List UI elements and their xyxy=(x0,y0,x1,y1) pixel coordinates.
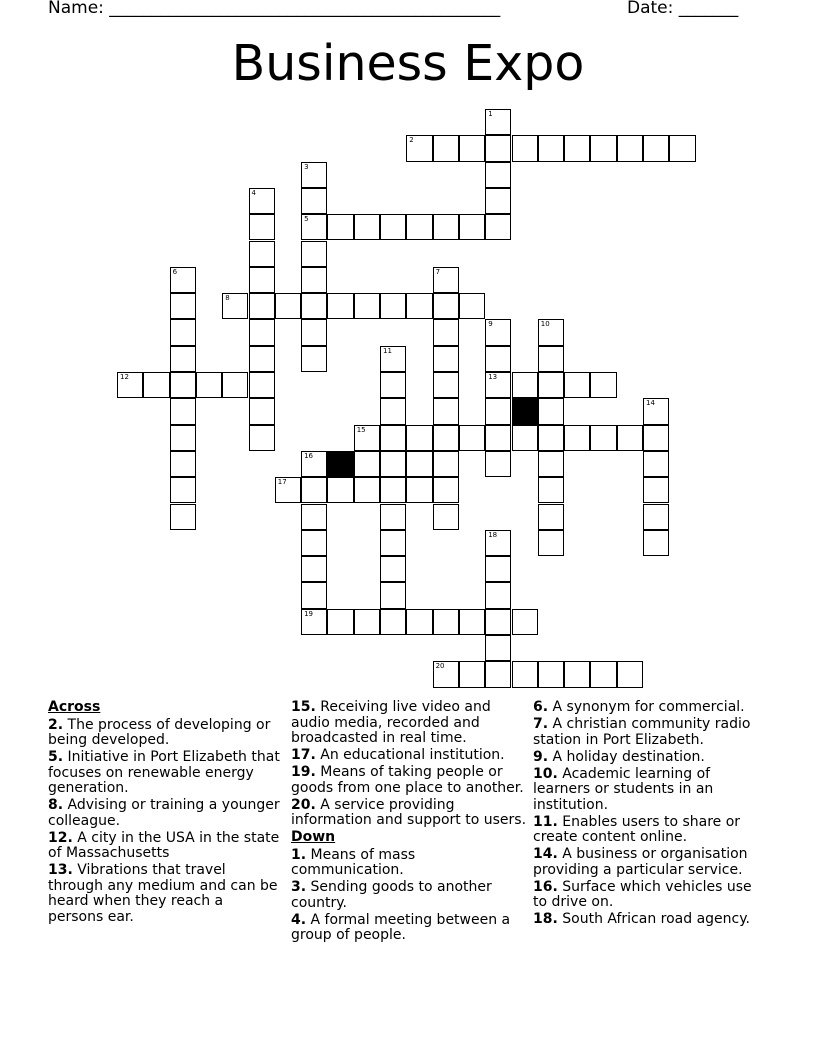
crossword-cell[interactable] xyxy=(354,477,380,503)
crossword-cell[interactable] xyxy=(538,135,564,161)
clue-down-18: 18. South African road agency. xyxy=(533,911,750,927)
crossword-cell[interactable] xyxy=(485,425,511,451)
crossword-cell[interactable] xyxy=(380,451,406,477)
crossword-cell[interactable] xyxy=(617,135,643,161)
cell-number: 9 xyxy=(488,320,493,329)
crossword-cell[interactable] xyxy=(459,609,485,635)
clue-across-19: 19. Means of taking people or goods from one place to another. xyxy=(291,764,524,796)
crossword-cell[interactable] xyxy=(327,214,353,240)
crossword-cell[interactable] xyxy=(433,214,459,240)
cell-number: 19 xyxy=(304,609,314,618)
crossword-cell[interactable] xyxy=(327,293,353,319)
crossword-cell[interactable] xyxy=(380,609,406,635)
crossword-cell[interactable] xyxy=(170,267,196,293)
crossword-cell[interactable] xyxy=(249,425,275,451)
cell-number: 20 xyxy=(435,662,445,671)
clue-across-5: 5. Initiative in Port Elizabeth that focuses on renewable energy generation. xyxy=(48,749,280,796)
crossword-cell[interactable] xyxy=(406,135,432,161)
crossword-cell[interactable] xyxy=(170,346,196,372)
crossword-cell[interactable] xyxy=(170,372,196,398)
clue-down-9: 9. A holiday destination. xyxy=(533,748,705,765)
crossword-cell[interactable] xyxy=(406,214,432,240)
cell-number: 16 xyxy=(304,451,314,460)
down-heading: Down xyxy=(291,829,336,845)
crossword-cell[interactable] xyxy=(564,372,590,398)
clues-column-2 xyxy=(291,700,527,945)
cell-number: 17 xyxy=(277,478,287,487)
crossword-cell[interactable] xyxy=(249,293,275,319)
crossword-cell[interactable] xyxy=(617,661,643,687)
crossword-cell[interactable] xyxy=(485,582,511,608)
crossword-cell[interactable] xyxy=(249,372,275,398)
clue-down-1: 1. Means of mass communication. xyxy=(291,846,416,878)
cell-number: 13 xyxy=(488,373,498,381)
crossword-cell[interactable] xyxy=(301,267,327,293)
crossword-cell[interactable] xyxy=(170,504,196,530)
crossword-cell[interactable] xyxy=(485,635,511,661)
clue-across-15: 15. Receiving live video and audio media, recorded and broadcasted in real time. xyxy=(291,699,491,746)
clue-down-7: 7. A christian community radio station in Port Elizabeth. xyxy=(533,716,751,748)
crossword-cell[interactable] xyxy=(433,346,459,372)
cell-number: 8 xyxy=(225,294,230,303)
crossword-cell[interactable] xyxy=(538,398,564,424)
crossword-cell[interactable] xyxy=(485,346,511,372)
crossword-cell[interactable] xyxy=(249,398,275,424)
clue-down-4: 4. A formal meeting between a group of people. xyxy=(291,911,511,943)
crossword-cell[interactable] xyxy=(538,451,564,477)
crossword-cell[interactable] xyxy=(538,425,564,451)
cell-number: 10 xyxy=(540,320,550,329)
crossword-cell[interactable] xyxy=(433,319,459,345)
crossword-cell[interactable] xyxy=(459,425,485,451)
cell-number: 1 xyxy=(488,110,493,118)
crossword-cell[interactable] xyxy=(485,530,511,556)
crossword-cell[interactable] xyxy=(301,477,327,503)
clue-down-6: 6. A synonym for commercial. xyxy=(533,699,745,715)
crossword-cell[interactable] xyxy=(301,609,327,635)
page-title: Business Expo xyxy=(231,35,585,92)
date-field-label: Date: _______ xyxy=(627,0,739,18)
crossword-cell[interactable] xyxy=(433,372,459,398)
crossword-cell[interactable] xyxy=(459,135,485,161)
crossword-cell[interactable] xyxy=(249,241,275,267)
across-heading: Across xyxy=(48,699,101,715)
crossword-cell[interactable] xyxy=(538,504,564,530)
crossword-cell[interactable] xyxy=(485,319,511,345)
crossword-cell[interactable] xyxy=(380,425,406,451)
crossword-cell[interactable] xyxy=(433,504,459,530)
crossword-cell[interactable] xyxy=(301,214,327,240)
crossword-cell[interactable] xyxy=(512,609,538,635)
crossword-cell[interactable] xyxy=(380,504,406,530)
clue-down-11: 11. Enables users to share or create content online. xyxy=(533,813,741,845)
clue-across-2: 2. The process of developing or being developed. xyxy=(48,716,271,748)
crossword-cell[interactable] xyxy=(590,425,616,451)
crossword-cell[interactable] xyxy=(354,425,380,451)
crossword-cell[interactable] xyxy=(564,661,590,687)
crossword-cell[interactable] xyxy=(433,661,459,687)
crossword-cell[interactable] xyxy=(380,346,406,372)
crossword-cell[interactable] xyxy=(485,372,511,398)
crossword-cell[interactable] xyxy=(196,372,222,398)
crossword-cell[interactable] xyxy=(512,372,538,398)
crossword-cell[interactable] xyxy=(301,319,327,345)
crossword-cell[interactable] xyxy=(538,372,564,398)
crossword-cell[interactable] xyxy=(485,162,511,188)
crossword-cell[interactable] xyxy=(170,451,196,477)
crossword-cell[interactable] xyxy=(301,188,327,214)
crossword-block-cell xyxy=(512,398,538,424)
crossword-cell[interactable] xyxy=(143,372,169,398)
crossword-cell[interactable] xyxy=(301,346,327,372)
crossword-cell[interactable] xyxy=(249,214,275,240)
crossword-cell[interactable] xyxy=(380,372,406,398)
crossword-cell[interactable] xyxy=(170,319,196,345)
crossword-cell[interactable] xyxy=(222,293,248,319)
crossword-cell[interactable] xyxy=(643,135,669,161)
crossword-cell[interactable] xyxy=(485,109,511,135)
cell-number: 15 xyxy=(356,425,366,434)
cell-number: 7 xyxy=(435,267,441,276)
crossword-cell[interactable] xyxy=(538,661,564,687)
crossword-cell[interactable] xyxy=(222,372,248,398)
clues-column-3 xyxy=(533,700,763,929)
clue-down-10: 10. Academic learning of learners or students in an institution. xyxy=(533,765,714,813)
crossword-cell[interactable] xyxy=(249,188,275,214)
crossword-cell[interactable] xyxy=(459,661,485,687)
crossword-cell[interactable] xyxy=(485,556,511,582)
crossword-cell[interactable] xyxy=(249,346,275,372)
crossword-cell[interactable] xyxy=(406,609,432,635)
crossword-cell[interactable] xyxy=(485,135,511,161)
crossword-cell[interactable] xyxy=(643,425,669,451)
cell-number: 6 xyxy=(172,267,178,276)
clue-across-13: 13. Vibrations that travel through any medium and can be heard when they reach a persons ear. xyxy=(48,862,278,925)
crossword-block-cell xyxy=(327,451,353,477)
crossword-cell[interactable] xyxy=(512,661,538,687)
crossword-cell[interactable] xyxy=(249,267,275,293)
crossword-cell[interactable] xyxy=(354,609,380,635)
crossword-cell[interactable] xyxy=(590,135,616,161)
cell-number: 5 xyxy=(304,215,309,224)
crossword-cell[interactable] xyxy=(485,214,511,240)
cell-number: 14 xyxy=(646,399,655,408)
crossword-cell[interactable] xyxy=(380,477,406,503)
crossword-cell[interactable] xyxy=(643,477,669,503)
crossword-cell[interactable] xyxy=(433,267,459,293)
crossword-cell[interactable] xyxy=(380,530,406,556)
crossword-cell[interactable] xyxy=(301,530,327,556)
crossword-cell[interactable] xyxy=(327,477,353,503)
crossword-cell[interactable] xyxy=(590,661,616,687)
crossword-cell[interactable] xyxy=(459,293,485,319)
name-field-label: Name: ______________________________________________ xyxy=(48,0,501,18)
cell-number: 11 xyxy=(383,346,392,355)
crossword-cell[interactable] xyxy=(433,477,459,503)
crossword-cell[interactable] xyxy=(512,135,538,161)
crossword-cell[interactable] xyxy=(485,188,511,214)
crossword-cell[interactable] xyxy=(590,372,616,398)
clue-down-3: 3. Sending goods to another country. xyxy=(291,879,492,911)
crossword-cell[interactable] xyxy=(643,451,669,477)
crossword-cell[interactable] xyxy=(249,319,275,345)
crossword-cell[interactable] xyxy=(275,477,301,503)
crossword-cell[interactable] xyxy=(564,135,590,161)
crossword-cell[interactable] xyxy=(354,451,380,477)
crossword-cell[interactable] xyxy=(512,425,538,451)
crossword-cell[interactable] xyxy=(433,609,459,635)
crossword-cell[interactable] xyxy=(327,609,353,635)
crossword-cell[interactable] xyxy=(433,425,459,451)
crossword-cell[interactable] xyxy=(643,398,669,424)
crossword-cell[interactable] xyxy=(485,398,511,424)
crossword-cell[interactable] xyxy=(301,582,327,608)
crossword-cell[interactable] xyxy=(117,372,143,398)
crossword-cell[interactable] xyxy=(301,556,327,582)
crossword-cell[interactable] xyxy=(564,425,590,451)
crossword-cell[interactable] xyxy=(406,293,432,319)
cell-number: 4 xyxy=(251,188,256,197)
cell-number: 18 xyxy=(488,530,498,539)
cell-number: 2 xyxy=(409,136,414,145)
crossword-cell[interactable] xyxy=(380,214,406,240)
crossword-cell[interactable] xyxy=(275,293,301,319)
clue-across-12: 12. A city in the USA in the state of Massachusetts xyxy=(48,829,280,861)
cell-number: 3 xyxy=(304,162,309,171)
crossword-cell[interactable] xyxy=(669,135,695,161)
cell-number: 12 xyxy=(120,373,129,381)
crossword-cell[interactable] xyxy=(354,293,380,319)
crossword-cell[interactable] xyxy=(433,293,459,319)
clue-down-14: 14. A business or organisation providing a particular service. xyxy=(533,846,748,878)
crossword-cell[interactable] xyxy=(538,477,564,503)
crossword-cell[interactable] xyxy=(433,135,459,161)
crossword-cell[interactable] xyxy=(170,293,196,319)
crossword-cell[interactable] xyxy=(301,293,327,319)
crossword-cell[interactable] xyxy=(433,398,459,424)
crossword-cell[interactable] xyxy=(538,530,564,556)
crossword-cell[interactable] xyxy=(538,319,564,345)
crossword-cell[interactable] xyxy=(459,214,485,240)
crossword-cell[interactable] xyxy=(170,477,196,503)
crossword-cell[interactable] xyxy=(301,241,327,267)
crossword-cell[interactable] xyxy=(485,609,511,635)
crossword-cell[interactable] xyxy=(301,451,327,477)
crossword-cell[interactable] xyxy=(485,451,511,477)
clue-across-20: 20. A service providing information and support to users. xyxy=(291,796,527,828)
crossword-cell[interactable] xyxy=(380,398,406,424)
crossword-cell[interactable] xyxy=(380,293,406,319)
crossword-cell[interactable] xyxy=(170,425,196,451)
crossword-cell[interactable] xyxy=(406,451,432,477)
clue-across-8: 8. Advising or training a younger colleague. xyxy=(48,797,280,829)
crossword-cell[interactable] xyxy=(301,162,327,188)
crossword-cell[interactable] xyxy=(485,661,511,687)
crossword-cell[interactable] xyxy=(406,477,432,503)
crossword-cell[interactable] xyxy=(538,346,564,372)
clue-down-16: 16. Surface which vehicles use to drive on. xyxy=(533,878,752,910)
crossword-cell[interactable] xyxy=(354,214,380,240)
clue-across-17: 17. An educational institution. xyxy=(291,747,505,763)
crossword-cell[interactable] xyxy=(170,398,196,424)
crossword-cell[interactable] xyxy=(380,582,406,608)
clues-column-1 xyxy=(48,700,280,927)
crossword-cell[interactable] xyxy=(643,504,669,530)
crossword-cell[interactable] xyxy=(380,556,406,582)
crossword-cell[interactable] xyxy=(617,425,643,451)
crossword-cell[interactable] xyxy=(301,504,327,530)
crossword-cell[interactable] xyxy=(433,451,459,477)
crossword-cell[interactable] xyxy=(406,425,432,451)
crossword-cell[interactable] xyxy=(643,530,669,556)
